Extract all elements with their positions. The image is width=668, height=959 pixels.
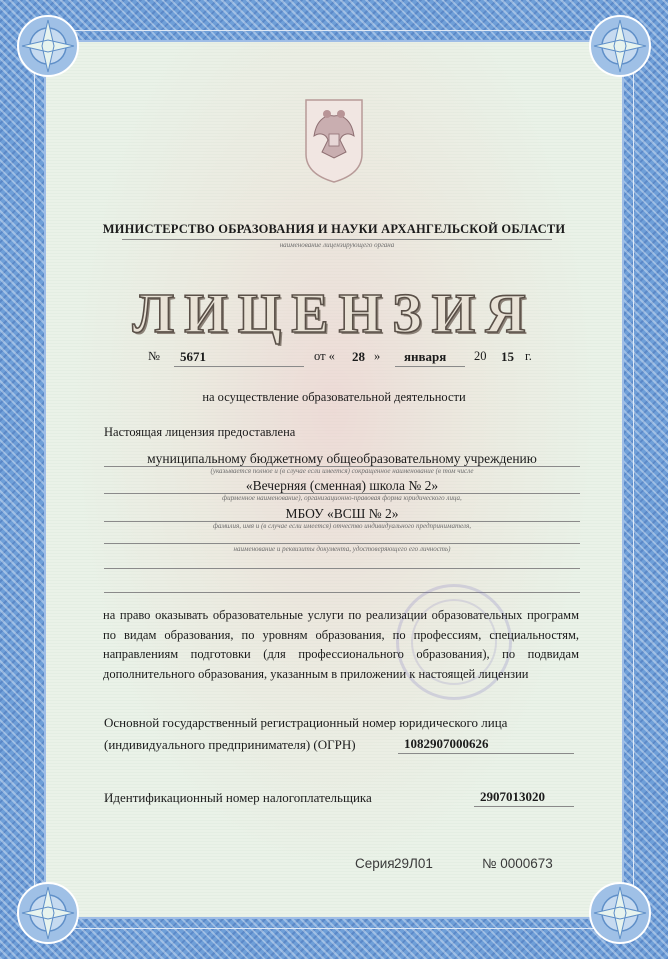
licensee-caption-2: фирменное наименование), организационно-правовая форма юридического лица, [222,494,462,502]
licensee-caption-4: наименование и реквизиты документа, удостоверяющего его личность) [233,545,451,553]
date-from-label: от « [314,349,335,363]
inn-value: 2907013020 [480,789,545,804]
year-prefix: 20 [474,349,487,363]
inn-label: Идентификационный номер налогоплательщика [104,790,372,805]
month-underline [395,366,465,367]
number-label: № [148,349,160,363]
ogrn-value: 1082907000626 [404,736,489,751]
authority-underline [122,239,552,240]
date-day: 28 [352,349,365,364]
license-number: 5671 [180,349,206,364]
date-day-close: » [374,349,381,363]
ogrn-label-line-1: Основной государственный регистрационный номер юридического лица [104,715,508,730]
document-title: ЛИЦЕНЗИЯ [132,283,536,345]
corner-ornament-icon [8,863,98,953]
granted-label: Настоящая лицензия предоставлена [104,425,296,439]
license-purpose: на осуществление образовательной деятельности [202,390,466,404]
number-underline [174,366,304,367]
series-label: Серия [355,856,395,871]
date-month: января [404,349,447,364]
series-value: 29Л01 [394,856,433,871]
ogrn-underline [398,753,574,754]
licensee-underline-4 [104,543,580,544]
issuing-authority: МИНИСТЕРСТВО ОБРАЗОВАНИЯ И НАУКИ АРХАНГЕЛЬСКОЙ ОБЛАСТИ [102,222,566,236]
form-number: № 0000673 [482,856,553,871]
licensee-caption-3: фамилия, имя и (в случае если имеется) отчество индивидуального предпринимателя, [213,522,471,530]
rights-text: на право оказывать образовательные услуги по реализации образовательных программ по видам образования, по уровням образования, по профессиям, специальностям, направлениям подготовки (для профессионального образования), по подвидам дополнительного образования, указанным в приложении к настоящей лицензии [103,608,579,681]
corner-ornament-icon [570,863,660,953]
year-suffix: 15 [501,349,514,364]
corner-ornament-icon [570,6,660,96]
authority-caption: наименование лицензирующего органа [279,241,395,249]
licensee-line-1: муниципальному бюджетному общеобразовательному учреждению [147,451,537,466]
licensee-line-2: «Вечерняя (сменная) школа № 2» [245,478,439,493]
licensee-short-name: МБОУ «ВСШ № 2» [285,506,399,521]
licensee-caption-1: (указывается полное и (в случае если имеется) сокращенное наименование (в том числе [210,467,474,475]
ogrn-label-line-2: (индивидуального предпринимателя) (ОГРН) [104,737,356,752]
inn-underline [474,806,574,807]
year-label: г. [525,349,532,363]
corner-ornament-icon [8,6,98,96]
coat-of-arms-icon [300,96,368,184]
blank-line-2 [104,592,580,593]
blank-line-1 [104,568,580,569]
